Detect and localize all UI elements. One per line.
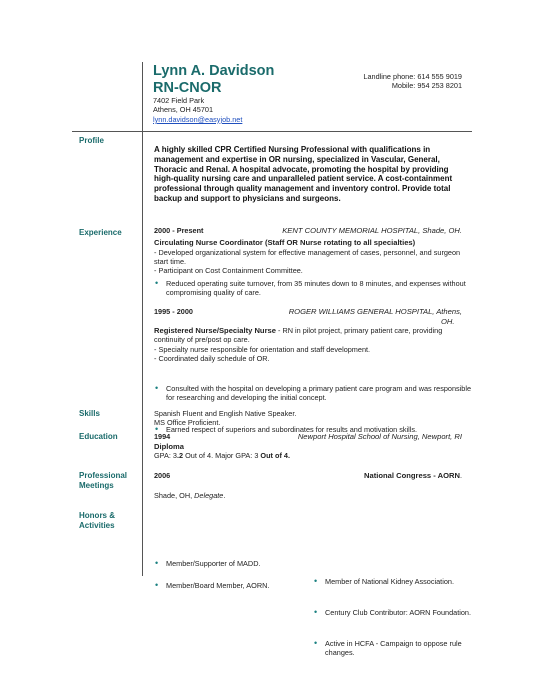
job2-line2: - Coordinated daily schedule of OR. — [154, 354, 270, 363]
job2-bullet1-text: Consulted with the hospital on developing a primary patient care program and was responsible for researching and developing the initial concept. — [166, 384, 472, 403]
job2-dates: 1995 - 2000 — [154, 307, 193, 316]
honor-right-3 — [313, 639, 483, 657]
gpa-part-a: GPA: 3 — [154, 451, 177, 460]
meetings-location-c: . — [223, 491, 226, 500]
phone-block — [330, 72, 462, 91]
bullet-icon: • — [155, 278, 159, 288]
job2-employer-continued: OH. — [441, 317, 455, 326]
section-honors-activities: Honors & Activities — [79, 511, 115, 530]
education-gpa — [154, 451, 464, 460]
job2-position: Registered Nurse/Specialty Nurse — [154, 326, 276, 335]
job2-line1: - Specialty nurse responsible for orientation and staff development. — [154, 345, 371, 354]
section-professional-meetings: Professional Meetings — [79, 471, 128, 490]
meetings-year: 2006 — [154, 471, 171, 480]
education-school: Newport Hospital School of Nursing, Newport, RI — [297, 432, 462, 441]
job1-bullet1-text: Reduced operating suite turnover, from 35 minutes down to 8 minutes, and expenses without compromising quality of care. — [166, 279, 466, 298]
honor-left-1-text: Member/Supporter of MADD. — [166, 558, 261, 568]
honor-right-2-text: Century Club Contributor: AORN Foundation. — [325, 607, 472, 617]
bullet-icon: • — [155, 579, 159, 590]
job2-bullet2-text: Earned respect of superiors and subordinates for results and motivation skills. — [166, 425, 418, 435]
meetings-name-suffix: . — [459, 471, 462, 480]
honor-left-2 — [154, 581, 316, 590]
meetings-location-b: Delegate — [194, 491, 224, 500]
education-header — [154, 432, 462, 441]
gpa-part-c: Out of 4. Major GPA: 3 — [183, 451, 259, 460]
landline-phone: Landline phone: 614 555 9019 — [363, 72, 462, 81]
job2-position-block — [154, 326, 464, 345]
vertical-divider — [142, 62, 143, 576]
mobile-phone: Mobile: 954 253 8201 — [391, 81, 462, 91]
bullet-icon: • — [314, 606, 318, 617]
bullet-icon: • — [314, 637, 318, 648]
job1-employer: KENT COUNTY MEMORIAL HOSPITAL, Shade, OH. — [282, 226, 462, 235]
honor-left-1 — [154, 559, 316, 568]
bullet-icon: • — [155, 557, 159, 568]
honor-left-2-text: Member/Board Member, AORN. — [166, 580, 270, 590]
address-line-1: 7402 Field Park — [153, 96, 205, 105]
meetings-header — [154, 471, 462, 480]
job2-bullet1 — [154, 384, 472, 402]
job2-header — [154, 307, 462, 316]
job1-dates: 2000 - Present — [154, 226, 204, 235]
section-experience: Experience — [79, 228, 122, 237]
skills-line2: MS Office Proficient. — [154, 418, 221, 427]
education-year: 1994 — [154, 432, 171, 441]
candidate-title: RN-CNOR — [153, 79, 222, 96]
profile-summary: A highly skilled CPR Certified Nursing Professional with qualifications in management and expertise in OR nursing, specialized in Vascular, General, Thoracic and Renal. A hospital advocate, promoting the hospital by providing high-quality nursing care and unparalleled patient service. A cost-containment professional through quality management and inventory control. Provide total backup and support to physicians and surgeons. — [154, 145, 453, 203]
skills-line1: Spanish Fluent and English Native Speaker. — [154, 409, 297, 418]
honor-right-1 — [313, 577, 483, 586]
address-line-2: Athens, OH 45701 — [153, 105, 214, 115]
horizontal-divider — [72, 131, 472, 132]
meetings-name: National Congress - AORN — [364, 471, 460, 480]
meetings-location — [154, 491, 464, 500]
email-link[interactable]: lynn.davidson@easyjob.net — [153, 114, 243, 124]
honor-right-3-text: Active in HCFA - Campaign to oppose rule changes. — [325, 638, 462, 658]
bullet-icon: • — [314, 575, 318, 586]
meetings-location-a: Shade, OH, — [154, 491, 195, 500]
gpa-part-d: Out of 4. — [258, 451, 290, 460]
job1-line2: - Participant on Cost Containment Committee. — [154, 266, 303, 275]
gpa-part-b: .2 — [176, 451, 184, 460]
section-skills: Skills — [79, 409, 100, 418]
bullet-icon: • — [155, 383, 159, 394]
section-education: Education — [79, 432, 118, 441]
candidate-name: Lynn A. Davidson — [153, 63, 275, 79]
honor-right-2 — [313, 608, 483, 617]
job2-employer: ROGER WILLIAMS GENERAL HOSPITAL, Athens, — [288, 307, 462, 316]
job1-position: Circulating Nurse Coordinator (Staff OR Nurse rotating to all specialties) — [154, 238, 416, 247]
section-profile: Profile — [79, 136, 104, 145]
job2-position-detail: - RN in pilot project, primary patient care, providing continuity of pre/post op care. — [154, 326, 443, 345]
bullet-icon: • — [155, 424, 159, 435]
job1-bullet1 — [154, 279, 466, 297]
honor-right-1-text: Member of National Kidney Association. — [325, 576, 454, 586]
education-degree: Diploma — [154, 442, 184, 451]
address-block — [153, 96, 242, 124]
job1-line1: - Developed organizational system for effective management of cases, personnel, and surgeon start time. — [154, 248, 461, 267]
header-name-block — [153, 63, 274, 96]
meetings-name-block — [364, 471, 462, 480]
job1-header — [154, 226, 462, 235]
